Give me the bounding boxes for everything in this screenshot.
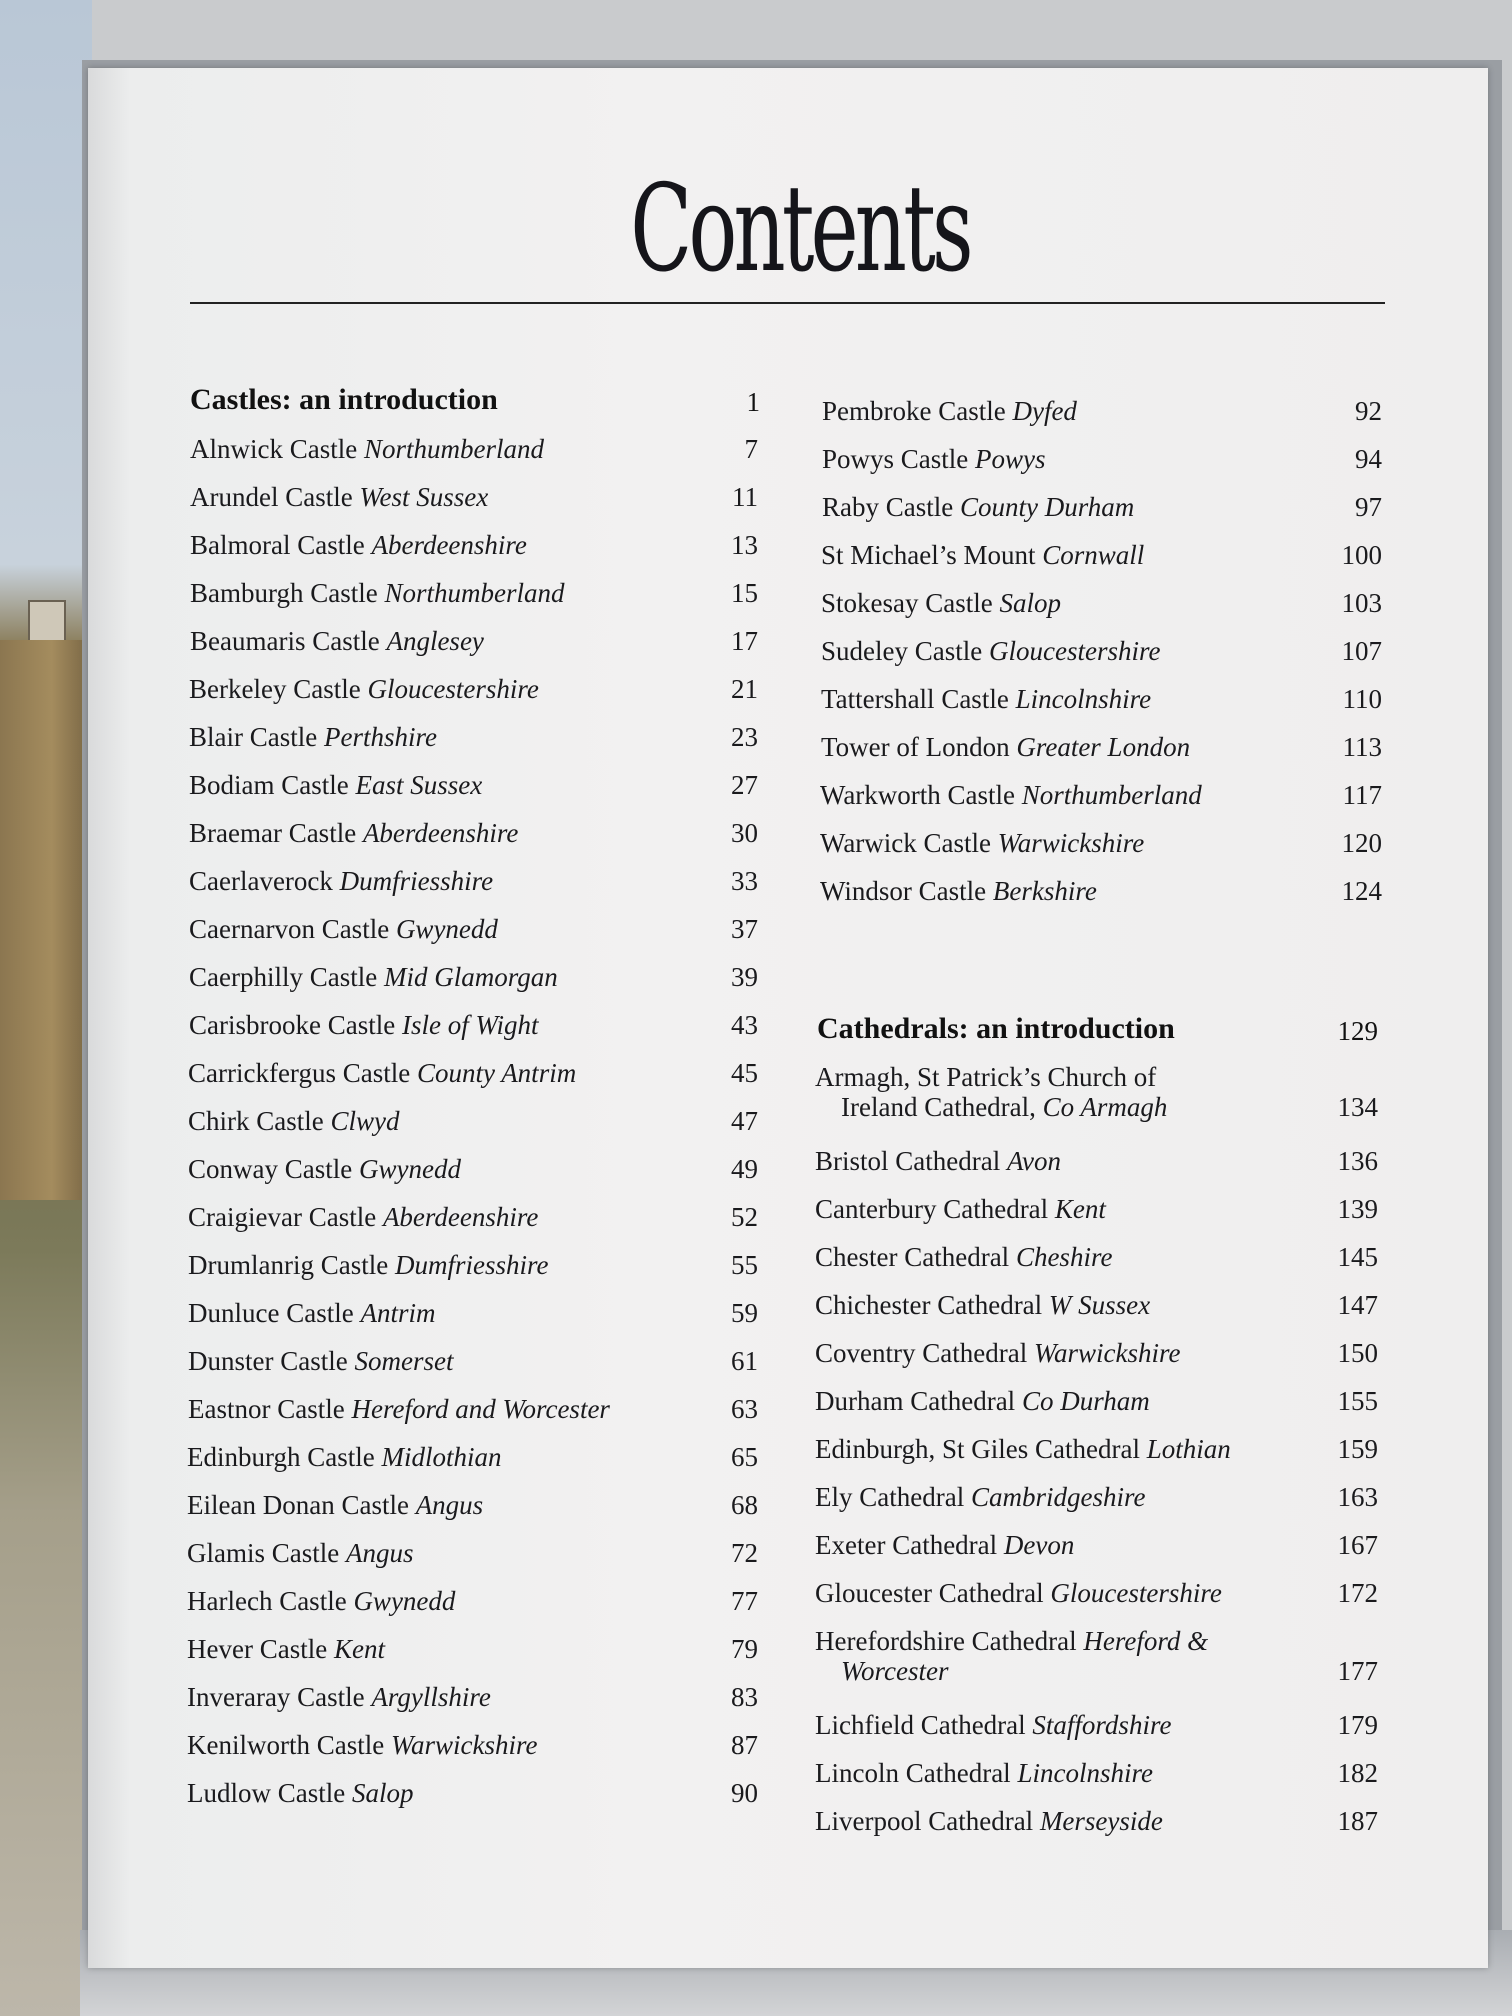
- page-number: 83: [731, 1682, 758, 1712]
- entry-name: St Michael’s Mount: [821, 540, 1036, 570]
- entry-name: Windsor Castle: [820, 876, 987, 906]
- entry-location: Dumfriesshire: [339, 866, 494, 896]
- entry-name: Blair Castle: [189, 722, 318, 752]
- entry-name: Eilean Donan Castle: [187, 1490, 409, 1520]
- entry-name: Eastnor Castle: [188, 1394, 345, 1424]
- section-heading: [817, 1012, 1378, 1046]
- entry-line: [189, 962, 558, 992]
- entry-name: Tattershall Castle: [821, 684, 1009, 714]
- toc-entry: [821, 732, 1382, 762]
- toc-entry: [188, 1058, 758, 1088]
- entry-line: [821, 588, 1061, 618]
- page-number: 129: [1337, 1016, 1378, 1046]
- entry-name: Arundel Castle: [190, 482, 353, 512]
- page-number: 167: [1337, 1530, 1378, 1560]
- entry-line: [815, 1758, 1153, 1788]
- page-number: 147: [1337, 1290, 1378, 1320]
- entry-line: [815, 1530, 1074, 1560]
- toc-entry: [815, 1482, 1378, 1512]
- page-number: 110: [1342, 684, 1382, 714]
- page-number: 182: [1337, 1758, 1378, 1788]
- entry-line: [822, 444, 1046, 474]
- entry-line: [188, 1106, 400, 1136]
- entry-line: [189, 722, 437, 752]
- page-number: 15: [731, 578, 758, 608]
- page-number: 23: [731, 722, 758, 752]
- toc-entry: [189, 1010, 758, 1040]
- entry-name: Coventry Cathedral: [815, 1338, 1028, 1368]
- toc-entry: [190, 434, 758, 464]
- entry-location: East Sussex: [355, 770, 483, 800]
- entry-name: Conway Castle: [188, 1154, 353, 1184]
- toc-entry: [815, 1578, 1378, 1608]
- page-number: 113: [1342, 732, 1382, 762]
- entry-line: [188, 1202, 538, 1232]
- entry-name: Caerlaverock: [189, 866, 333, 896]
- entry-location: Gloucestershire: [1050, 1578, 1222, 1608]
- toc-entry: [821, 588, 1382, 618]
- entry-location: Northumberland: [363, 434, 544, 464]
- entry-line: [815, 1434, 1231, 1464]
- entry-name: Balmoral Castle: [190, 530, 365, 560]
- entry-name: Glamis Castle: [187, 1538, 340, 1568]
- entry-location: Antrim: [360, 1298, 436, 1328]
- entry-name: Drumlanrig Castle: [188, 1250, 389, 1280]
- entry-location: Merseyside: [1039, 1806, 1163, 1836]
- toc-entry: [815, 1530, 1378, 1560]
- entry-line: [815, 1626, 1208, 1656]
- entry-location: Devon: [1003, 1530, 1075, 1560]
- entry-line: [815, 1062, 1156, 1092]
- page-number: 172: [1337, 1578, 1378, 1608]
- entry-location: Angus: [415, 1490, 484, 1520]
- entry-line: [190, 626, 484, 656]
- entry-name: Powys Castle: [822, 444, 969, 474]
- toc-entry: [189, 770, 758, 800]
- entry-location: Angus: [345, 1538, 414, 1568]
- entry-line: [815, 1482, 1145, 1512]
- entry-line: [815, 1806, 1163, 1836]
- entry-location: W Sussex: [1048, 1290, 1151, 1320]
- entry-name: Durham Cathedral: [815, 1386, 1016, 1416]
- entry-line: [815, 1290, 1150, 1320]
- entry-location: Gloucestershire: [367, 674, 539, 704]
- toc-entry: [815, 1338, 1378, 1368]
- toc-entry: [190, 530, 758, 560]
- page-number: 103: [1341, 588, 1382, 618]
- page-number: 47: [731, 1106, 758, 1136]
- toc-entry: [820, 876, 1382, 906]
- page-number: 150: [1337, 1338, 1378, 1368]
- toc-entry: [187, 1538, 758, 1568]
- entry-name: Berkeley Castle: [189, 674, 361, 704]
- toc-entry: [822, 492, 1382, 522]
- toc-entry: [821, 636, 1382, 666]
- entry-name: Harlech Castle: [187, 1586, 347, 1616]
- entry-location: County Antrim: [416, 1058, 577, 1088]
- toc-entry: [820, 828, 1382, 858]
- entry-location: Staffordshire: [1032, 1710, 1172, 1740]
- toc-entry: [189, 818, 758, 848]
- toc-entry: [815, 1242, 1378, 1272]
- page-number: 87: [731, 1730, 758, 1760]
- entry-line: [190, 578, 565, 608]
- entry-location: Dumfriesshire: [394, 1250, 549, 1280]
- page-number: 33: [731, 866, 758, 896]
- page-number: 39: [731, 962, 758, 992]
- page-number: 159: [1337, 1434, 1378, 1464]
- entry-name: Inveraray Castle: [187, 1682, 365, 1712]
- toc-entry: [187, 1490, 758, 1520]
- entry-location: Midlothian: [381, 1442, 502, 1472]
- page-number: 77: [731, 1586, 758, 1616]
- entry-location: Isle of Wight: [401, 1010, 539, 1040]
- entry-location-continued: Worcester: [841, 1656, 949, 1686]
- entry-location: Argyllshire: [371, 1682, 491, 1712]
- entry-location: Hereford and Worcester: [351, 1394, 610, 1424]
- page-number: 117: [1342, 780, 1382, 810]
- page-number: 136: [1337, 1146, 1378, 1176]
- toc-entry: [815, 1626, 1378, 1686]
- toc-entry: [820, 780, 1382, 810]
- entry-name: Liverpool Cathedral: [815, 1806, 1034, 1836]
- entry-line: [188, 1250, 548, 1280]
- page-number: 100: [1341, 540, 1382, 570]
- entry-line: [822, 396, 1077, 426]
- title-rule: [190, 302, 1385, 304]
- entry-name: Carisbrooke Castle: [189, 1010, 396, 1040]
- entry-line: [815, 1146, 1061, 1176]
- page-number: 145: [1337, 1242, 1378, 1272]
- entry-name: Beaumaris Castle: [190, 626, 380, 656]
- entry-location: Salop: [999, 588, 1061, 618]
- toc-entry: [189, 674, 758, 704]
- entry-line: [189, 818, 518, 848]
- toc-entry: [815, 1710, 1378, 1740]
- entry-location: Co Durham: [1021, 1386, 1150, 1416]
- entry-location: Cheshire: [1015, 1242, 1113, 1272]
- toc-entry: [815, 1806, 1378, 1836]
- entry-line: [821, 684, 1151, 714]
- entry-line: [820, 780, 1202, 810]
- toc-entry: [822, 396, 1382, 426]
- page-number: 63: [731, 1394, 758, 1424]
- toc-entry: [188, 1250, 758, 1280]
- entry-line: [815, 1710, 1171, 1740]
- entry-name: Dunluce Castle: [188, 1298, 354, 1328]
- entry-location: County Durham: [959, 492, 1135, 522]
- entry-location: Cornwall: [1042, 540, 1145, 570]
- page-number: 45: [731, 1058, 758, 1088]
- toc-entry: [815, 1062, 1378, 1122]
- entry-location: West Sussex: [359, 482, 489, 512]
- entry-line: [188, 1298, 435, 1328]
- entry-line: [821, 540, 1144, 570]
- entry-line: [189, 770, 482, 800]
- toc-entry: [188, 1346, 758, 1376]
- entry-line: [189, 674, 539, 704]
- entry-location: Co Armagh: [1042, 1092, 1168, 1122]
- toc-entry: [188, 1298, 758, 1328]
- toc-entry: [815, 1194, 1378, 1224]
- page-number: 1: [746, 387, 760, 417]
- page-number: 11: [732, 482, 758, 512]
- page-number: 17: [731, 626, 758, 656]
- entry-line: [188, 1154, 461, 1184]
- entry-name: Chester Cathedral: [815, 1242, 1010, 1272]
- entry-line: [187, 1586, 455, 1616]
- page-number: 94: [1355, 444, 1382, 474]
- toc-entry: [815, 1290, 1378, 1320]
- entry-name: Herefordshire Cathedral: [815, 1626, 1077, 1656]
- entry-line: [187, 1442, 501, 1472]
- entry-line: [815, 1242, 1112, 1272]
- entry-line: [187, 1778, 414, 1808]
- entry-location: Lincolnshire: [1015, 684, 1152, 714]
- entry-name: Armagh, St Patrick’s Church of: [815, 1062, 1157, 1092]
- page-number: 49: [731, 1154, 758, 1184]
- entry-location: Kent: [333, 1634, 385, 1664]
- entry-line: [187, 1538, 413, 1568]
- page-number: 134: [1337, 1092, 1378, 1122]
- page-number: 21: [731, 674, 758, 704]
- entry-location: Warwickshire: [390, 1730, 538, 1760]
- toc-entry: [190, 578, 758, 608]
- page-number: 124: [1341, 876, 1382, 906]
- entry-location: Dyfed: [1012, 396, 1077, 426]
- entry-location: Greater London: [1016, 732, 1191, 762]
- entry-line: [820, 828, 1144, 858]
- entry-line: [189, 866, 493, 896]
- entry-name: Kenilworth Castle: [187, 1730, 385, 1760]
- toc-entry: [188, 1106, 758, 1136]
- toc-entry: [815, 1758, 1378, 1788]
- section-heading: [190, 383, 760, 417]
- toc-entry: [187, 1442, 758, 1472]
- toc-entry: [187, 1586, 758, 1616]
- entry-line: [189, 1010, 538, 1040]
- section-heading-label: Cathedrals: an introduction: [817, 1012, 1175, 1045]
- entry-location: Warwickshire: [1033, 1338, 1181, 1368]
- page-number: 177: [1337, 1656, 1378, 1686]
- entry-line: [190, 434, 544, 464]
- entry-name: Exeter Cathedral: [815, 1530, 998, 1560]
- entry-name: Lichfield Cathedral: [815, 1710, 1026, 1740]
- toc-entry: [815, 1146, 1378, 1176]
- entry-line: [821, 732, 1190, 762]
- entry-location: Aberdeenshire: [371, 530, 527, 560]
- entry-location: Northumberland: [384, 578, 565, 608]
- page-number: 107: [1341, 636, 1382, 666]
- toc-entry: [190, 626, 758, 656]
- page-number: 163: [1337, 1482, 1378, 1512]
- entry-location: Lothian: [1146, 1434, 1231, 1464]
- toc-entry: [190, 482, 758, 512]
- entry-line: [190, 482, 488, 512]
- entry-name: Bamburgh Castle: [190, 578, 378, 608]
- entry-name: Gloucester Cathedral: [815, 1578, 1044, 1608]
- entry-line: [821, 636, 1160, 666]
- page-number: 68: [731, 1490, 758, 1520]
- toc-entry: [187, 1634, 758, 1664]
- entry-name: Bristol Cathedral: [815, 1146, 1001, 1176]
- page-number: 59: [731, 1298, 758, 1328]
- page-number: 13: [731, 530, 758, 560]
- page-number: 55: [731, 1250, 758, 1280]
- toc-entry: [188, 1154, 758, 1184]
- toc-entry: [815, 1386, 1378, 1416]
- entry-location: Northumberland: [1021, 780, 1202, 810]
- toc-entry: [187, 1730, 758, 1760]
- page-number: 52: [731, 1202, 758, 1232]
- entry-name: Stokesay Castle: [821, 588, 993, 618]
- entry-location: Warwickshire: [997, 828, 1145, 858]
- entry-name: Braemar Castle: [189, 818, 357, 848]
- entry-line: [188, 1058, 576, 1088]
- entry-name: Ludlow Castle: [187, 1778, 346, 1808]
- entry-line: [822, 492, 1134, 522]
- entry-location: Hereford &: [1083, 1626, 1209, 1656]
- page-number: 61: [731, 1346, 758, 1376]
- entry-line: [820, 876, 1097, 906]
- toc-entry: [821, 540, 1382, 570]
- page-number: 7: [744, 434, 758, 464]
- entry-name-continued: Ireland Cathedral,: [841, 1092, 1036, 1122]
- entry-name: Tower of London: [821, 732, 1010, 762]
- entry-location: Gwynedd: [395, 914, 498, 944]
- entry-name: Chirk Castle: [188, 1106, 324, 1136]
- entry-name: Lincoln Cathedral: [815, 1758, 1011, 1788]
- entry-location: Lincolnshire: [1017, 1758, 1153, 1788]
- entry-name: Dunster Castle: [188, 1346, 348, 1376]
- page-number: 79: [731, 1634, 758, 1664]
- page-number: 155: [1337, 1386, 1378, 1416]
- entry-location: Perthshire: [323, 722, 437, 752]
- entry-line: [815, 1578, 1222, 1608]
- entry-name: Warkworth Castle: [820, 780, 1016, 810]
- page-number: 72: [731, 1538, 758, 1568]
- entry-line: [815, 1338, 1180, 1368]
- page-number: 187: [1337, 1806, 1378, 1836]
- entry-location: Aberdeenshire: [382, 1202, 539, 1232]
- entry-name: Edinburgh, St Giles Cathedral: [815, 1434, 1140, 1464]
- entry-location: Mid Glamorgan: [383, 962, 558, 992]
- entry-line-2: [815, 1092, 1167, 1122]
- entry-name: Canterbury Cathedral: [815, 1194, 1049, 1224]
- entry-name: Raby Castle: [822, 492, 954, 522]
- toc-entry: [189, 866, 758, 896]
- entry-location: Somerset: [354, 1346, 454, 1376]
- entry-location: Anglesey: [386, 626, 484, 656]
- toc-entry: [188, 1202, 758, 1232]
- entry-line-2: [815, 1656, 1208, 1686]
- entry-line: [815, 1194, 1106, 1224]
- entry-line: [187, 1490, 483, 1520]
- entry-name: Pembroke Castle: [822, 396, 1006, 426]
- toc-entry: [189, 914, 758, 944]
- entry-line: [187, 1730, 537, 1760]
- entry-location: Powys: [975, 444, 1046, 474]
- entry-name: Edinburgh Castle: [187, 1442, 375, 1472]
- page-number: 30: [731, 818, 758, 848]
- entry-line: [187, 1682, 491, 1712]
- entry-name: Warwick Castle: [820, 828, 992, 858]
- entry-line: [815, 1386, 1150, 1416]
- entry-line: [189, 914, 498, 944]
- toc-entry: [822, 444, 1382, 474]
- entry-name: Bodiam Castle: [189, 770, 349, 800]
- page-number: 37: [731, 914, 758, 944]
- page-title: Contents: [630, 160, 970, 299]
- section-heading-label: Castles: an introduction: [190, 383, 498, 416]
- entry-location: Cambridgeshire: [970, 1482, 1146, 1512]
- entry-location: Gloucestershire: [988, 636, 1161, 666]
- entry-name: Caernarvon Castle: [189, 914, 390, 944]
- page-number: 92: [1355, 396, 1382, 426]
- toc-entry: [189, 962, 758, 992]
- toc-entry: [187, 1778, 758, 1808]
- castle-tower-photo: [0, 640, 86, 1200]
- entry-location: Clwyd: [330, 1106, 400, 1136]
- entry-name: Hever Castle: [187, 1634, 328, 1664]
- page-number: 27: [731, 770, 758, 800]
- toc-entry: [188, 1394, 758, 1424]
- entry-line: [187, 1634, 385, 1664]
- page-number: 43: [731, 1010, 758, 1040]
- entry-line: [188, 1346, 453, 1376]
- toc-entry: [189, 722, 758, 752]
- page-number: 90: [731, 1778, 758, 1808]
- entry-location: Gwynedd: [358, 1154, 461, 1184]
- entry-location: Avon: [1006, 1146, 1061, 1176]
- page-number: 65: [731, 1442, 758, 1472]
- entry-location: Gwynedd: [353, 1586, 456, 1616]
- entry-name: Sudeley Castle: [821, 636, 983, 666]
- page-number: 179: [1337, 1710, 1378, 1740]
- toc-entry: [187, 1682, 758, 1712]
- toc-entry: [815, 1434, 1378, 1464]
- entry-location: Kent: [1054, 1194, 1106, 1224]
- page-number: 120: [1341, 828, 1382, 858]
- entry-name: Ely Cathedral: [815, 1482, 965, 1512]
- toc-entry: [821, 684, 1382, 714]
- page-number: 139: [1337, 1194, 1378, 1224]
- entry-name: Carrickfergus Castle: [188, 1058, 411, 1088]
- entry-name: Alnwick Castle: [190, 434, 358, 464]
- entry-location: Aberdeenshire: [362, 818, 519, 848]
- entry-location: Salop: [351, 1778, 414, 1808]
- entry-name: Craigievar Castle: [188, 1202, 377, 1232]
- entry-name: Chichester Cathedral: [815, 1290, 1043, 1320]
- page-number: 97: [1355, 492, 1382, 522]
- entry-line: [190, 530, 527, 560]
- entry-line: [188, 1394, 610, 1424]
- entry-location: Berkshire: [992, 876, 1097, 906]
- entry-name: Caerphilly Castle: [189, 962, 378, 992]
